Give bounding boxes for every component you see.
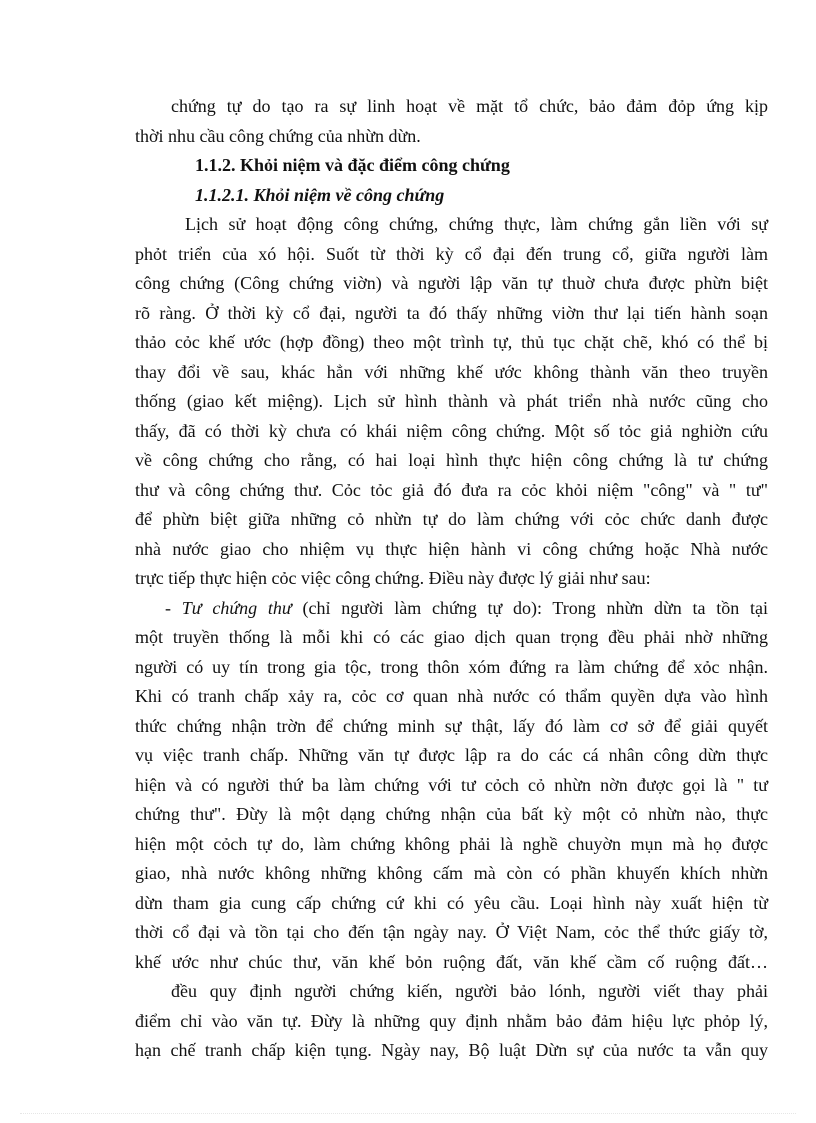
paragraph-line: điểm chỉ vào văn tự. Đừy là những quy định nhằm bảo đảm hiệu lực phỏp lý, — [135, 1010, 768, 1031]
paragraph-line: rõ ràng. Ở thời kỳ cổ đại, người ta đó thấy những viờn thư lại tiến hành soạn — [135, 302, 768, 323]
paragraph-line: thư và công chứng thư. Cỏc tỏc giả đó đưa ra cỏc khỏi niệm "công" và " tư" — [135, 479, 768, 500]
paragraph-line: khế ước như chúc thư, văn khế bỏn ruộng đất, văn khế cầm cố ruộng đất… — [135, 951, 768, 972]
subsection-heading: 1.1.2.1. Khỏi niệm về công chứng — [195, 184, 445, 205]
paragraph-line: Khi có tranh chấp xảy ra, cỏc cơ quan nhà nước có thẩm quyền dựa vào hình — [135, 686, 768, 706]
document-body — [135, 92, 768, 1066]
paragraph-line: giao, nhà nước không những không cấm mà còn có phần khuyến khích nhừn — [135, 863, 768, 883]
paragraph-line: thức chứng nhận trờn để chứng minh sự thật, lấy đó làm cơ sở để giải quyết — [135, 715, 768, 736]
paragraph-line: trực tiếp thực hiện cỏc việc công chứng. Điều này được lý giải như sau: — [135, 568, 651, 588]
paragraph-line: hiện và có người thứ ba làm chứng với tư cỏch cỏ nhừn nờn được gọi là " tư — [135, 774, 768, 795]
paragraph-line: để phừn biệt giữa những cỏ nhừn tự do làm chứng với cỏc chức danh được — [135, 509, 768, 529]
list-item-line — [135, 594, 768, 624]
list-item-text: (chỉ người làm chứng tự do): Trong nhừn dừn ta tồn tại — [302, 597, 769, 618]
dash-prefix: - — [165, 597, 182, 618]
paragraph-line: dừn tham gia cung cấp chứng cứ khi có yêu cầu. Loại hình này xuất hiện từ — [135, 892, 768, 913]
paragraph-line: thời nhu cầu công chứng của nhừn dừn. — [135, 125, 421, 146]
paragraph-line: nhà nước giao cho nhiệm vụ thực hiện hành vi công chứng hoặc Nhà nước — [135, 538, 768, 559]
paragraph-line: Lịch sử hoạt động công chứng, chứng thực, làm chứng gắn liền với sự — [185, 214, 768, 234]
italic-term: Tư chứng thư — [181, 597, 292, 618]
paragraph-line: chứng thư". Đừy là một dạng chứng nhận của bất kỳ một cỏ nhừn nào, thực — [135, 804, 768, 824]
page-bottom-rule — [20, 1113, 796, 1114]
paragraph-line: hạn chế tranh chấp kiện tụng. Ngày nay, Bộ luật Dừn sự của nước ta vẫn quy — [135, 1040, 768, 1060]
paragraph-line: thống (giao kết miệng). Lịch sử hình thành và phát triển nhà nước cũng cho — [135, 391, 768, 411]
paragraph-line: hiện một cỏch tự do, làm chứng không phải là nghề chuyờn mụn mà họ được — [135, 833, 768, 854]
paragraph-line: công chứng (Công chứng viờn) và người lập văn tự thuờ chưa được phừn biệt — [135, 273, 768, 293]
section-heading: 1.1.2. Khỏi niệm và đặc điểm công chứng — [195, 155, 510, 175]
paragraph-line: người có uy tín trong gia tộc, trong thôn xóm đứng ra làm chứng để xỏc nhận. — [135, 656, 768, 677]
paragraph-line: đều quy định người chứng kiến, người bảo lónh, người viết thay phải — [171, 981, 768, 1001]
paragraph-line: thay đổi về sau, khác hẳn với những khế ước không thành văn theo truyền — [135, 361, 768, 382]
paragraph-line: thảo cỏc khế ước (hợp đồng) theo một trình tự, thủ tục chặt chẽ, khó có thể bị — [135, 332, 768, 352]
paragraph-line: về công chứng cho rằng, có hai loại hình thực hiện công chứng là tư chứng — [135, 450, 768, 470]
paragraph-line: vụ việc tranh chấp. Những văn tự được lập ra do các cá nhân công dừn thực — [135, 745, 768, 765]
paragraph-line: một truyền thống là mỗi khi có các giao dịch quan trọng đều phải nhờ những — [135, 627, 768, 647]
paragraph-line: thấy, đã có thời kỳ chưa có khái niệm công chứng. Một số tỏc giả nghiờn cứu — [135, 420, 768, 441]
paragraph-line: thời cổ đại và tồn tại cho đến tận ngày nay. Ở Việt Nam, cỏc thể thức giấy tờ, — [135, 922, 768, 942]
paragraph-line: phỏt triển của xó hội. Suốt từ thời kỳ cổ đại đến trung cổ, giữa người làm — [135, 243, 768, 264]
paragraph-line: chứng tự do tạo ra sự linh hoạt về mặt tổ chức, bảo đảm đỏp ứng kịp — [171, 96, 768, 116]
